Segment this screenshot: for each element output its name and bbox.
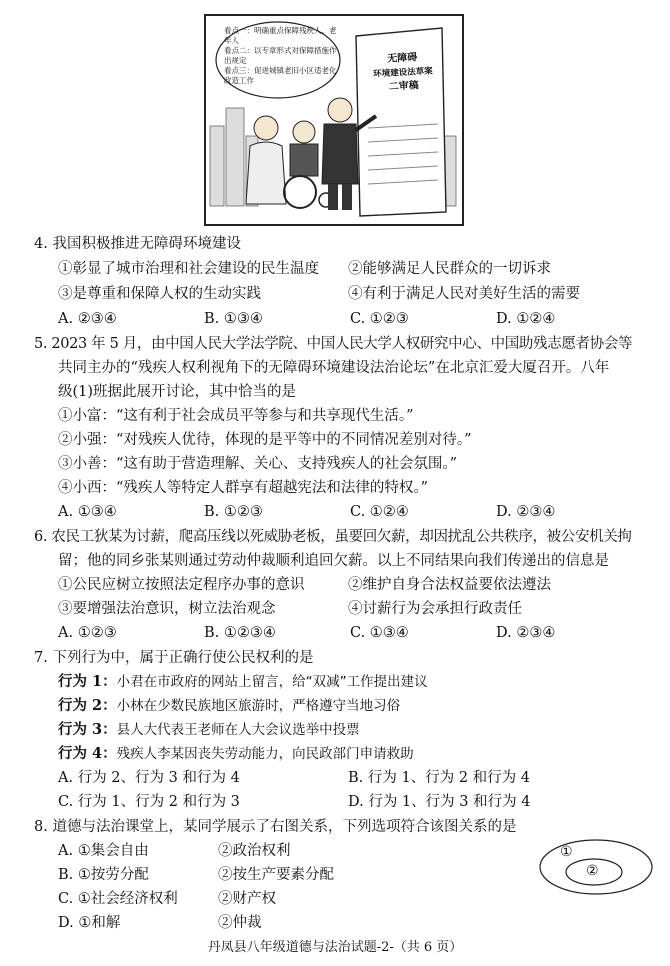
q7-behavior-1-text: 小君在市政府的网站上留言，给“双减”工作提出建议 — [116, 674, 428, 690]
q5-statement-1: ①小富：“这有利于社会成员平等参与和共享现代生活。” — [58, 408, 414, 424]
q5-statement-4: ④小西：“残疾人等特定人群享有超越宪法和法律的特权。” — [58, 480, 429, 496]
q5-option-b[interactable]: B. ①②③ — [204, 504, 263, 520]
q6-option-a[interactable]: A. ①②③ — [58, 625, 117, 641]
cartoon-point-1: 看点一：明确重点保障残疾人、老年人 — [224, 26, 337, 45]
q7-behavior-2 — [58, 696, 400, 716]
q6-stem-line-2: 留；他的同乡张某则通过劳动仲裁顺利追回欠薪。以上不同结果向我们传递出的信息是 — [58, 553, 609, 569]
q7-behavior-3-label: 行为 3： — [58, 721, 117, 738]
q6-stem-line-1: 6. 农民工狄某为讨薪，爬高压线以死威胁老板，虽要回欠薪，却因扰乱公共秩序，被公安机关拘 — [34, 529, 632, 545]
q6-statement-3: ③要增强法治意识，树立法治观念 — [58, 601, 276, 617]
q8-option-b-1[interactable]: B. ①按劳分配 — [58, 867, 149, 883]
q4-statement-4: ④有利于满足人民对美好生活的需要 — [348, 286, 580, 302]
q6-statement-1: ①公民应树立按照法定程序办事的意识 — [58, 577, 305, 593]
q7-behavior-4-label: 行为 4： — [58, 745, 117, 762]
q8-option-d-1[interactable]: D. ①和解 — [58, 915, 121, 931]
q8-option-c-2: ②财产权 — [218, 891, 276, 907]
q7-option-a[interactable]: A. 行为 2、行为 3 和行为 4 — [58, 770, 240, 786]
venn-inner-label: ② — [586, 863, 599, 879]
q5-stem-line-3: 级(1)班据此展开讨论，其中恰当的是 — [58, 384, 297, 400]
q6-statement-4: ④讨薪行为会承担行政责任 — [348, 601, 522, 617]
q4-option-b[interactable]: B. ①③④ — [204, 311, 263, 327]
q7-behavior-4-text: 残疾人李某因丧失劳动能力，向民政部门申请救助 — [116, 746, 414, 762]
q6-option-c[interactable]: C. ①③④ — [350, 625, 409, 641]
book-title-line-2: 环境建设法草案 — [373, 66, 433, 80]
q5-option-a[interactable]: A. ①③④ — [58, 504, 117, 520]
q5-stem-line-1: 5. 2023 年 5 月，由中国人民大学法学院、中国人民大学人权研究中心、中国助残志愿者协会等 — [34, 336, 633, 352]
q8-option-b-2: ②按生产要素分配 — [218, 867, 334, 883]
q8-stem: 8. 道德与法治课堂上，某同学展示了右图关系，下列选项符合该图关系的是 — [34, 819, 517, 835]
q4-option-a[interactable]: A. ②③④ — [58, 311, 117, 327]
q8-option-a-1[interactable]: A. ①集会自由 — [58, 843, 149, 859]
q7-behavior-3-text: 县人大代表王老师在人大会议选举中投票 — [116, 722, 360, 738]
q6-option-b[interactable]: B. ①②③④ — [204, 625, 276, 641]
q8-option-d-2: ②仲裁 — [218, 915, 262, 931]
q4-stem: 4. 我国积极推进无障碍环境建设 — [34, 236, 241, 252]
q4-statement-3: ③是尊重和保障人权的生动实践 — [58, 286, 261, 302]
book-title — [367, 50, 439, 96]
q7-behavior-4 — [58, 744, 414, 764]
q7-behavior-1-label: 行为 1： — [58, 673, 117, 690]
q7-option-c[interactable]: C. 行为 1、行为 2 和行为 3 — [58, 794, 240, 810]
q5-stem-line-2: 共同主办的“残疾人权利视角下的无障碍环境建设法治论坛”在北京汇爱大厦召开。八年 — [58, 360, 610, 376]
q7-option-b[interactable]: B. 行为 1、行为 2 和行为 4 — [348, 770, 530, 786]
relation-diagram — [538, 838, 654, 896]
q7-behavior-2-text: 小林在少数民族地区旅游时，严格遵守当地习俗 — [116, 698, 401, 714]
page-footer: 丹凤县八年级道德与法治试题-2-（共 6 页） — [207, 940, 463, 955]
q7-behavior-1 — [58, 672, 428, 692]
q5-statement-3: ③小善：“这有助于营造理解、关心、支持残疾人的社会氛围。” — [58, 456, 458, 472]
q4-option-c[interactable]: C. ①②③ — [350, 311, 409, 327]
book-title-line-1: 无障碍 — [386, 52, 418, 65]
venn-outer-label: ① — [560, 844, 573, 860]
q7-option-d[interactable]: D. 行为 1、行为 3 和行为 4 — [348, 794, 531, 810]
q6-statement-2: ②维护自身合法权益要依法遵法 — [348, 577, 551, 593]
q7-behavior-3 — [58, 720, 360, 740]
q8-option-c-1[interactable]: C. ①社会经济权利 — [58, 891, 178, 907]
cartoon-point-3: 看点三：促进城镇老旧小区适老化改造工作 — [224, 66, 337, 85]
q7-behavior-2-label: 行为 2： — [58, 697, 117, 714]
q4-statement-2: ②能够满足人民群众的一切诉求 — [348, 261, 551, 277]
cartoon-point-2: 看点二：以专章形式对保障措施作出规定 — [224, 46, 337, 65]
q5-option-c[interactable]: C. ①②④ — [350, 504, 409, 520]
q5-statement-2: ②小强：“对残疾人优待，体现的是平等中的不同情况差别对待。” — [58, 432, 472, 448]
q4-statement-1: ①彰显了城市治理和社会建设的民生温度 — [58, 261, 319, 277]
cartoon-points — [224, 26, 342, 86]
q8-option-a-2: ②政治权利 — [218, 843, 291, 859]
q5-option-d[interactable]: D. ②③④ — [496, 504, 556, 520]
q7-stem: 7. 下列行为中，属于正确行使公民权利的是 — [34, 650, 314, 666]
cartoon-illustration — [204, 14, 464, 226]
book-title-line-3: 二审稿 — [388, 80, 419, 93]
q4-option-d[interactable]: D. ①②④ — [496, 311, 556, 327]
q6-option-d[interactable]: D. ②③④ — [496, 625, 556, 641]
